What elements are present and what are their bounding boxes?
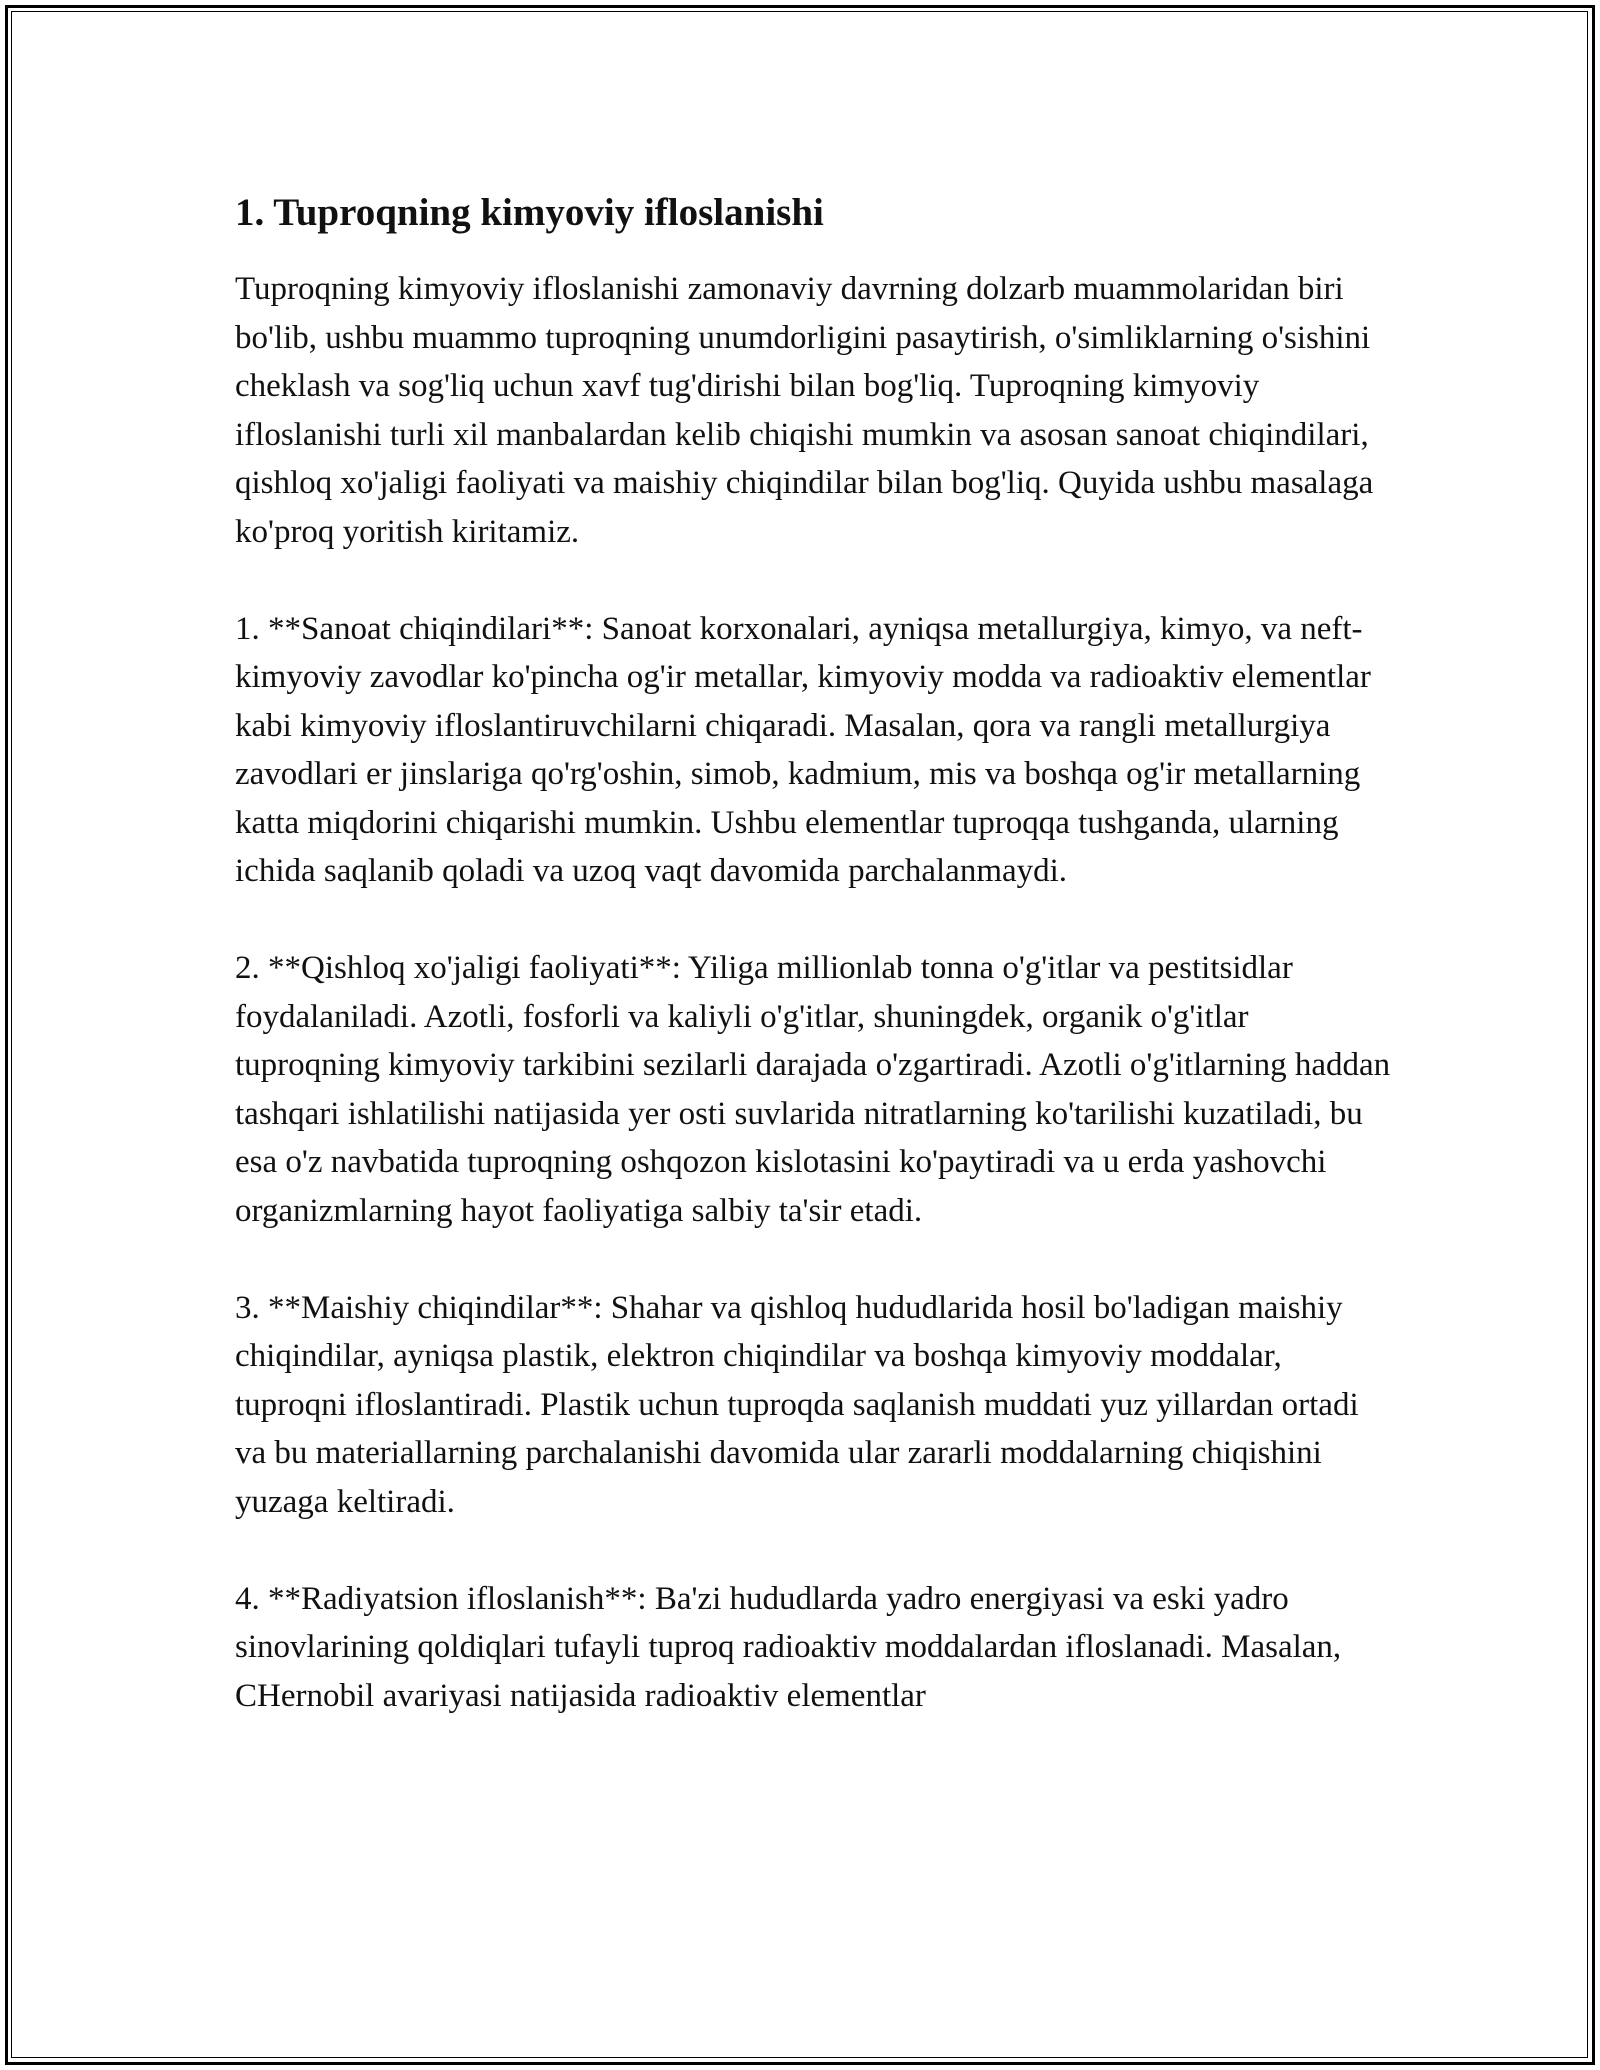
- paragraph-household-waste: 3. **Maishiy chiqindilar**: Shahar va qishloq hududlarida hosil bo'ladigan maishiy chiqindilar, ayniqsa plastik, elektron chiqindilar va boshqa kimyoviy moddalar, tuproqni ifloslantiradi. Plastik uchun tuproqda saqlanish muddati yuz yillardan ortadi va bu materiallarning parchalanishi davomida ular zararli moddalarning chiqishini yuzaga keltiradi.: [235, 1289, 1359, 1520]
- paragraph-agriculture: 2. **Qishloq xo'jaligi faoliyati**: Yiliga millionlab tonna o'g'itlar va pestitsidlar foydalaniladi. Azotli, fosforli va kaliyli o'g'itlar, shuningdek, organik o'g'itlar tuproqning kimyoviy tarkibini sezilarli darajada o'zgartiradi. Azotli o'g'itlarning haddan tashqari ishlatilishi natijasida yer osti suvlarida nitratlarning ko'tarilishi kuzatiladi, bu esa o'z navbatida tuproqning oshqozon kislotasini ko'paytiradi va u erda yashovchi organizmlarning hayot faoliyatiga salbiy ta'sir etadi.: [235, 950, 1391, 1229]
- paragraph-industrial-waste: 1. **Sanoat chiqindilari**: Sanoat korxonalari, ayniqsa metallurgiya, kimyo, va neft-kimyoviy zavodlar ko'pincha og'ir metallar, kimyoviy modda va radioaktiv elementlar kabi kimyoviy ifloslantiruvchilarni chiqaradi. Masalan, qora va rangli metallurgiya zavodlari er jinslariga qo'rg'oshin, simob, kadmium, mis va boshqa og'ir metallarning katta miqdorini chiqarishi mumkin. Ushbu elementlar tuproqqa tushganda, ularning ichida saqlanib qoladi va uzoq vaqt davomida parchalanmaydi.: [235, 610, 1371, 889]
- paragraph-radiation: 4. **Radiyatsion ifloslanish**: Ba'zi hududlarda yadro energiyasi va eski yadro sinovlarining qoldiqlari tufayli tuproq radioaktiv moddalardan ifloslanadi. Masalan, CHernobil avariyasi natijasida radioaktiv elementlar: [235, 1580, 1342, 1714]
- document-body: [235, 185, 1395, 1769]
- section-heading: 1. Tuproqning kimyoviy ifloslanishi: [235, 191, 824, 234]
- intro-paragraph: Tuproqning kimyoviy ifloslanishi zamonaviy davrning dolzarb muammolaridan biri bo'lib, ushbu muammo tuproqning unumdorligini pasaytirish, o'simliklarning o'sishini cheklash va sog'liq uchun xavf tug'dirishi bilan bog'liq. Tuproqning kimyoviy ifloslanishi turli xil manbalardan kelib chiqishi mumkin va asosan sanoat chiqindilari, qishloq xo'jaligi faoliyati va maishiy chiqindilar bilan bog'liq. Quyida ushbu masalaga ko'proq yoritish kiritamiz.: [235, 271, 1374, 550]
